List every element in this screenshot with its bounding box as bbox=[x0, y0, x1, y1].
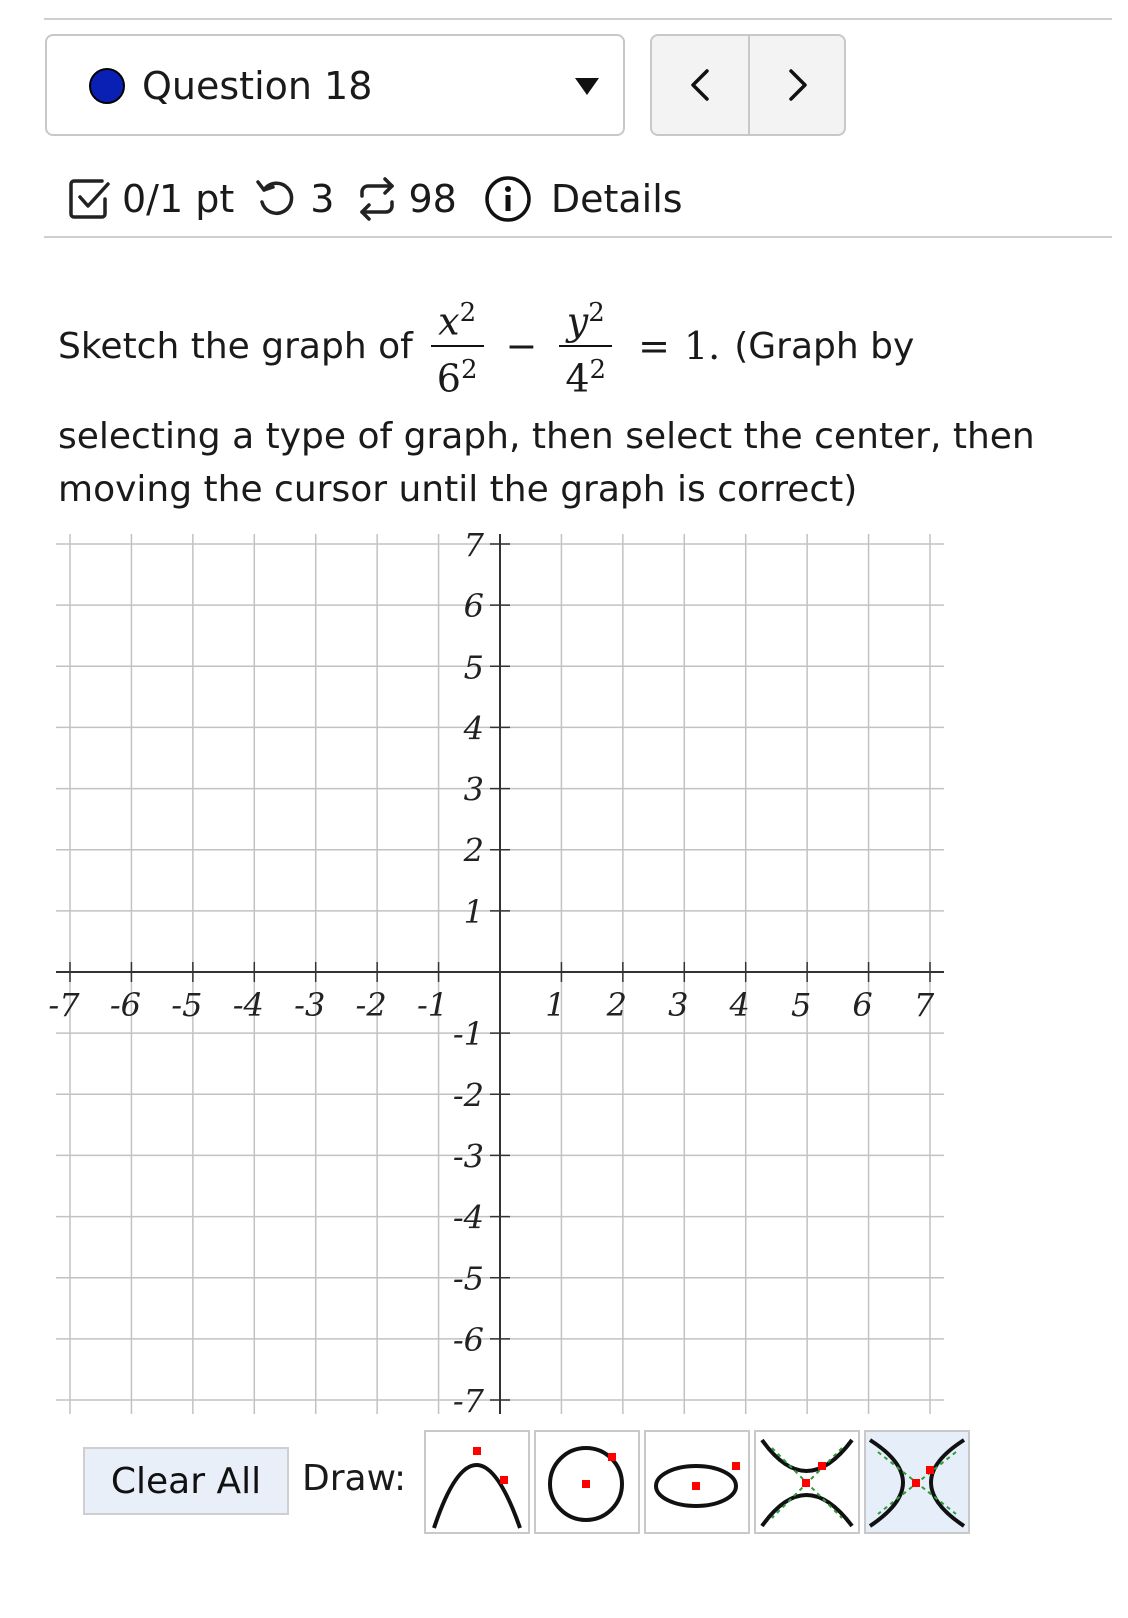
x-tick-label: 1 bbox=[545, 986, 566, 1024]
x-tick-label: 4 bbox=[729, 986, 750, 1024]
x-tick-label: 2 bbox=[606, 986, 628, 1024]
retry-icon bbox=[254, 176, 300, 222]
parabola-icon bbox=[426, 1432, 528, 1532]
fraction-y-exp: 2 bbox=[588, 298, 605, 329]
fraction-x bbox=[431, 290, 484, 401]
rhs-value: 1. bbox=[683, 323, 721, 368]
fraction-x-exp: 2 bbox=[459, 298, 477, 329]
x-tick-label: 3 bbox=[668, 986, 689, 1024]
submissions-info bbox=[354, 176, 456, 222]
retries-info bbox=[254, 176, 334, 222]
tool-ellipse-button[interactable] bbox=[644, 1430, 750, 1534]
y-tick-label: -6 bbox=[452, 1320, 484, 1359]
points-text: 0/1 pt bbox=[122, 177, 235, 221]
ellipse-icon bbox=[646, 1432, 748, 1532]
x-tick-label: -3 bbox=[294, 986, 326, 1024]
details-label: Details bbox=[550, 177, 683, 221]
x-tick-label: -2 bbox=[355, 986, 387, 1024]
question-meta bbox=[68, 172, 683, 226]
fraction-y bbox=[559, 290, 612, 401]
chevron-left-icon bbox=[685, 65, 715, 105]
info-icon bbox=[483, 174, 533, 224]
problem-lead: Sketch the graph of bbox=[58, 325, 413, 367]
y-tick-label: -3 bbox=[452, 1137, 484, 1176]
x-tick-label: -4 bbox=[232, 986, 264, 1024]
x-tick-label: -1 bbox=[416, 986, 449, 1024]
draw-label: Draw: bbox=[302, 1458, 407, 1499]
problem-line-1 bbox=[58, 276, 1098, 416]
equals-sign: = bbox=[638, 323, 670, 368]
top-divider bbox=[44, 18, 1112, 20]
clear-all-button[interactable]: Clear All bbox=[83, 1447, 289, 1515]
details-toggle[interactable] bbox=[483, 174, 683, 224]
x-tick-label: -5 bbox=[171, 986, 203, 1024]
minus-sign: − bbox=[505, 323, 538, 368]
question-status-dot bbox=[89, 68, 125, 104]
y-tick-label: 5 bbox=[463, 648, 484, 687]
caret-down-icon bbox=[575, 78, 599, 95]
y-tick-label: 4 bbox=[463, 709, 484, 748]
tool-circle-button[interactable] bbox=[534, 1430, 640, 1534]
y-tick-label: -7 bbox=[452, 1382, 484, 1420]
hyperbola-horizontal-icon bbox=[866, 1432, 968, 1532]
hyperbola-vertical-icon bbox=[756, 1432, 858, 1532]
y-tick-label: 2 bbox=[463, 831, 484, 870]
fraction-y-den-exp: 2 bbox=[589, 355, 607, 385]
x-tick-label: -6 bbox=[109, 986, 142, 1024]
question-label: Question 18 bbox=[142, 64, 373, 108]
y-tick-label: 1 bbox=[463, 892, 484, 931]
x-tick-label: 5 bbox=[790, 986, 812, 1024]
circle-icon bbox=[536, 1432, 638, 1532]
points-info bbox=[68, 177, 234, 221]
tool-hyperbola-vertical-button[interactable] bbox=[754, 1430, 860, 1534]
y-tick-label: 7 bbox=[463, 526, 484, 564]
fraction-x-var: x bbox=[438, 300, 460, 344]
tool-hyperbola-horizontal-button[interactable] bbox=[864, 1430, 970, 1534]
y-tick-label: -1 bbox=[452, 1015, 484, 1054]
question-nav bbox=[650, 34, 846, 136]
x-tick-label: 7 bbox=[913, 986, 935, 1024]
fraction-x-den-exp: 2 bbox=[460, 355, 478, 385]
x-tick-label: 6 bbox=[852, 986, 873, 1024]
y-tick-label: 6 bbox=[463, 587, 484, 626]
submissions-icon bbox=[354, 176, 400, 222]
prev-question-button[interactable] bbox=[652, 36, 750, 134]
next-question-button[interactable] bbox=[750, 36, 846, 134]
retries-text: 3 bbox=[310, 177, 335, 221]
meta-divider bbox=[44, 236, 1112, 238]
problem-rest: selecting a type of graph, then select the center, then moving the cursor until the graph is correct) bbox=[58, 416, 1035, 510]
submissions-text: 98 bbox=[408, 177, 457, 221]
chevron-right-icon bbox=[783, 65, 813, 105]
checkbox-icon bbox=[68, 177, 112, 221]
fraction-y-var: y bbox=[566, 300, 589, 344]
fraction-x-den: 6 bbox=[436, 356, 461, 401]
x-tick-label: -7 bbox=[48, 986, 80, 1024]
fraction-y-den: 4 bbox=[565, 356, 590, 401]
y-tick-label: -4 bbox=[452, 1198, 484, 1237]
tool-parabola-button[interactable] bbox=[424, 1430, 530, 1534]
y-tick-label: 3 bbox=[463, 770, 484, 809]
problem-statement bbox=[58, 276, 1098, 516]
problem-tail: (Graph by bbox=[734, 325, 915, 367]
question-selector[interactable] bbox=[45, 34, 625, 136]
y-tick-label: -5 bbox=[452, 1259, 484, 1298]
graph-canvas[interactable] bbox=[40, 520, 960, 1424]
y-tick-label: -2 bbox=[452, 1076, 484, 1115]
